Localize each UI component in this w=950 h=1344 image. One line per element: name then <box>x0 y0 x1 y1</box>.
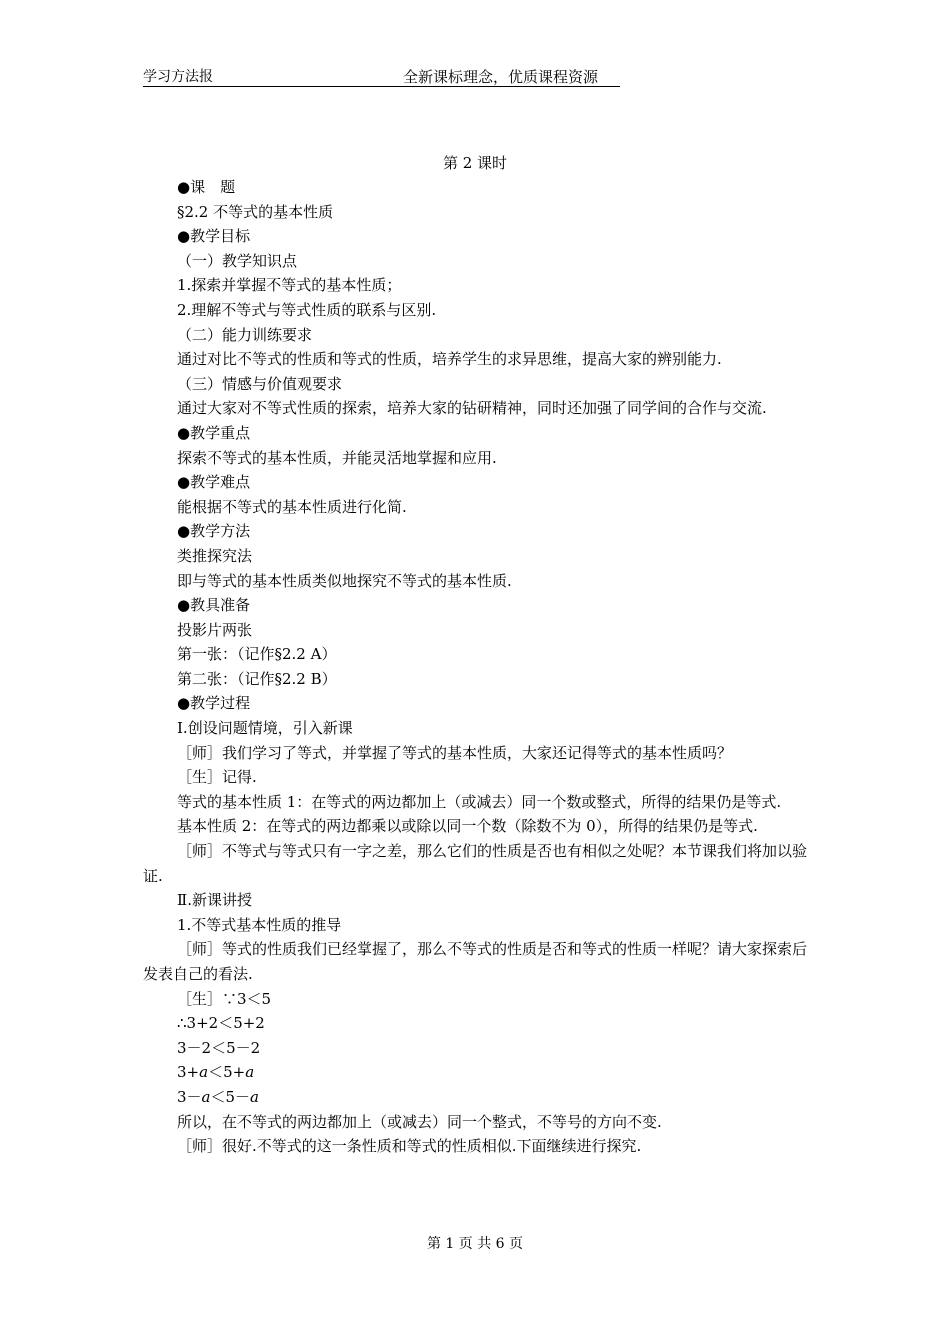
section-heading-topic: ●课 题 <box>177 178 236 196</box>
header-right-text: 全新课标理念，优质课程资源 <box>403 68 599 86</box>
paragraph: 等式的基本性质 1：在等式的两边都加上（或减去）同一个数或整式，所得的结果仍是等式. <box>177 792 782 811</box>
paragraph: 所以，在不等式的两边都加上（或减去）同一个整式，不等号的方向不变. <box>177 1112 662 1131</box>
dialogue-line: ［师］我们学习了等式，并掌握了等式的基本性质，大家还记得等式的基本性质吗？ <box>177 743 733 762</box>
paragraph: 第二张：（记作§2.2 B） <box>177 669 337 688</box>
paragraph: 即与等式的基本性质类似地探究不等式的基本性质. <box>177 571 512 590</box>
paragraph: 能根据不等式的基本性质进行化简. <box>177 497 407 516</box>
math-text: ＜5+ <box>208 1063 246 1082</box>
subheading: （一）教学知识点 <box>177 251 298 270</box>
math-text: ＜5－ <box>210 1087 251 1106</box>
paragraph: 探索不等式的基本性质，并能灵活地掌握和应用. <box>177 448 497 467</box>
math-text: 3+ <box>177 1063 200 1082</box>
subheading: （二）能力训练要求 <box>177 325 313 344</box>
page-footer: 第 1 页 共 6 页 <box>426 1236 524 1252</box>
section-heading-methods: ●教学方法 <box>177 522 251 541</box>
lesson-title: 第 2 课时 <box>442 154 508 172</box>
math-text: 3－ <box>177 1087 202 1106</box>
paragraph: 通过对比不等式的性质和等式的性质，培养学生的求异思维，提高大家的辨别能力. <box>177 350 722 369</box>
paragraph: 类推探究法 <box>177 546 253 565</box>
math-variable: a <box>201 1087 211 1106</box>
dialogue-line: ［师］很好.不等式的这一条性质和等式的性质相似.下面继续进行探究. <box>177 1137 642 1156</box>
math-variable: a <box>199 1063 209 1082</box>
math-line: ∴3+2＜5+2 <box>177 1014 265 1033</box>
math-variable: a <box>250 1087 259 1106</box>
dialogue-line: ［师］等式的性质我们已经掌握了，那么不等式的性质是否和等式的性质一样呢？请大家探索后发表自己的看法. <box>143 940 808 983</box>
header-left-text: 学习方法报 <box>143 69 213 85</box>
paragraph: 投影片两张 <box>177 620 253 639</box>
section-heading-goals: ●教学目标 <box>177 227 251 246</box>
math-line: ［生］∵3＜5 <box>177 989 272 1008</box>
section-heading-key-points: ●教学重点 <box>177 423 251 442</box>
section-heading-process: ●教学过程 <box>177 694 251 713</box>
subheading: 1.不等式基本性质的推导 <box>177 915 342 934</box>
paragraph: §2.2 不等式的基本性质 <box>177 202 334 221</box>
section-heading-difficulties: ●教学难点 <box>177 473 251 492</box>
paragraph: 通过大家对不等式性质的探索，培养大家的钻研精神，同时还加强了同学间的合作与交流. <box>177 399 767 418</box>
document-body <box>143 175 808 1159</box>
paragraph: 2.理解不等式与等式性质的联系与区别. <box>177 300 437 319</box>
paragraph: 基本性质 2：在等式的两边都乘以或除以同一个数（除数不为 0），所得的结果仍是等式. <box>177 817 758 836</box>
paragraph: 1.探索并掌握不等式的基本性质； <box>177 276 402 295</box>
subheading: （三）情感与价值观要求 <box>177 374 343 393</box>
dialogue-line: ［师］不等式与等式只有一字之差，那么它们的性质是否也有相似之处呢？本节课我们将加以验证. <box>143 842 808 885</box>
math-line: 3－2＜5－2 <box>177 1038 261 1057</box>
paragraph: 第一张：（记作§2.2 A） <box>177 645 337 664</box>
dialogue-line: ［生］记得. <box>177 768 257 787</box>
subheading: Ⅱ.新课讲授 <box>177 891 252 910</box>
page-header <box>143 66 620 87</box>
math-line <box>143 1085 808 1110</box>
section-heading-materials: ●教具准备 <box>177 596 251 615</box>
subheading: Ⅰ.创设问题情境，引入新课 <box>177 719 353 738</box>
math-line <box>143 1060 808 1085</box>
math-variable: a <box>245 1063 255 1082</box>
